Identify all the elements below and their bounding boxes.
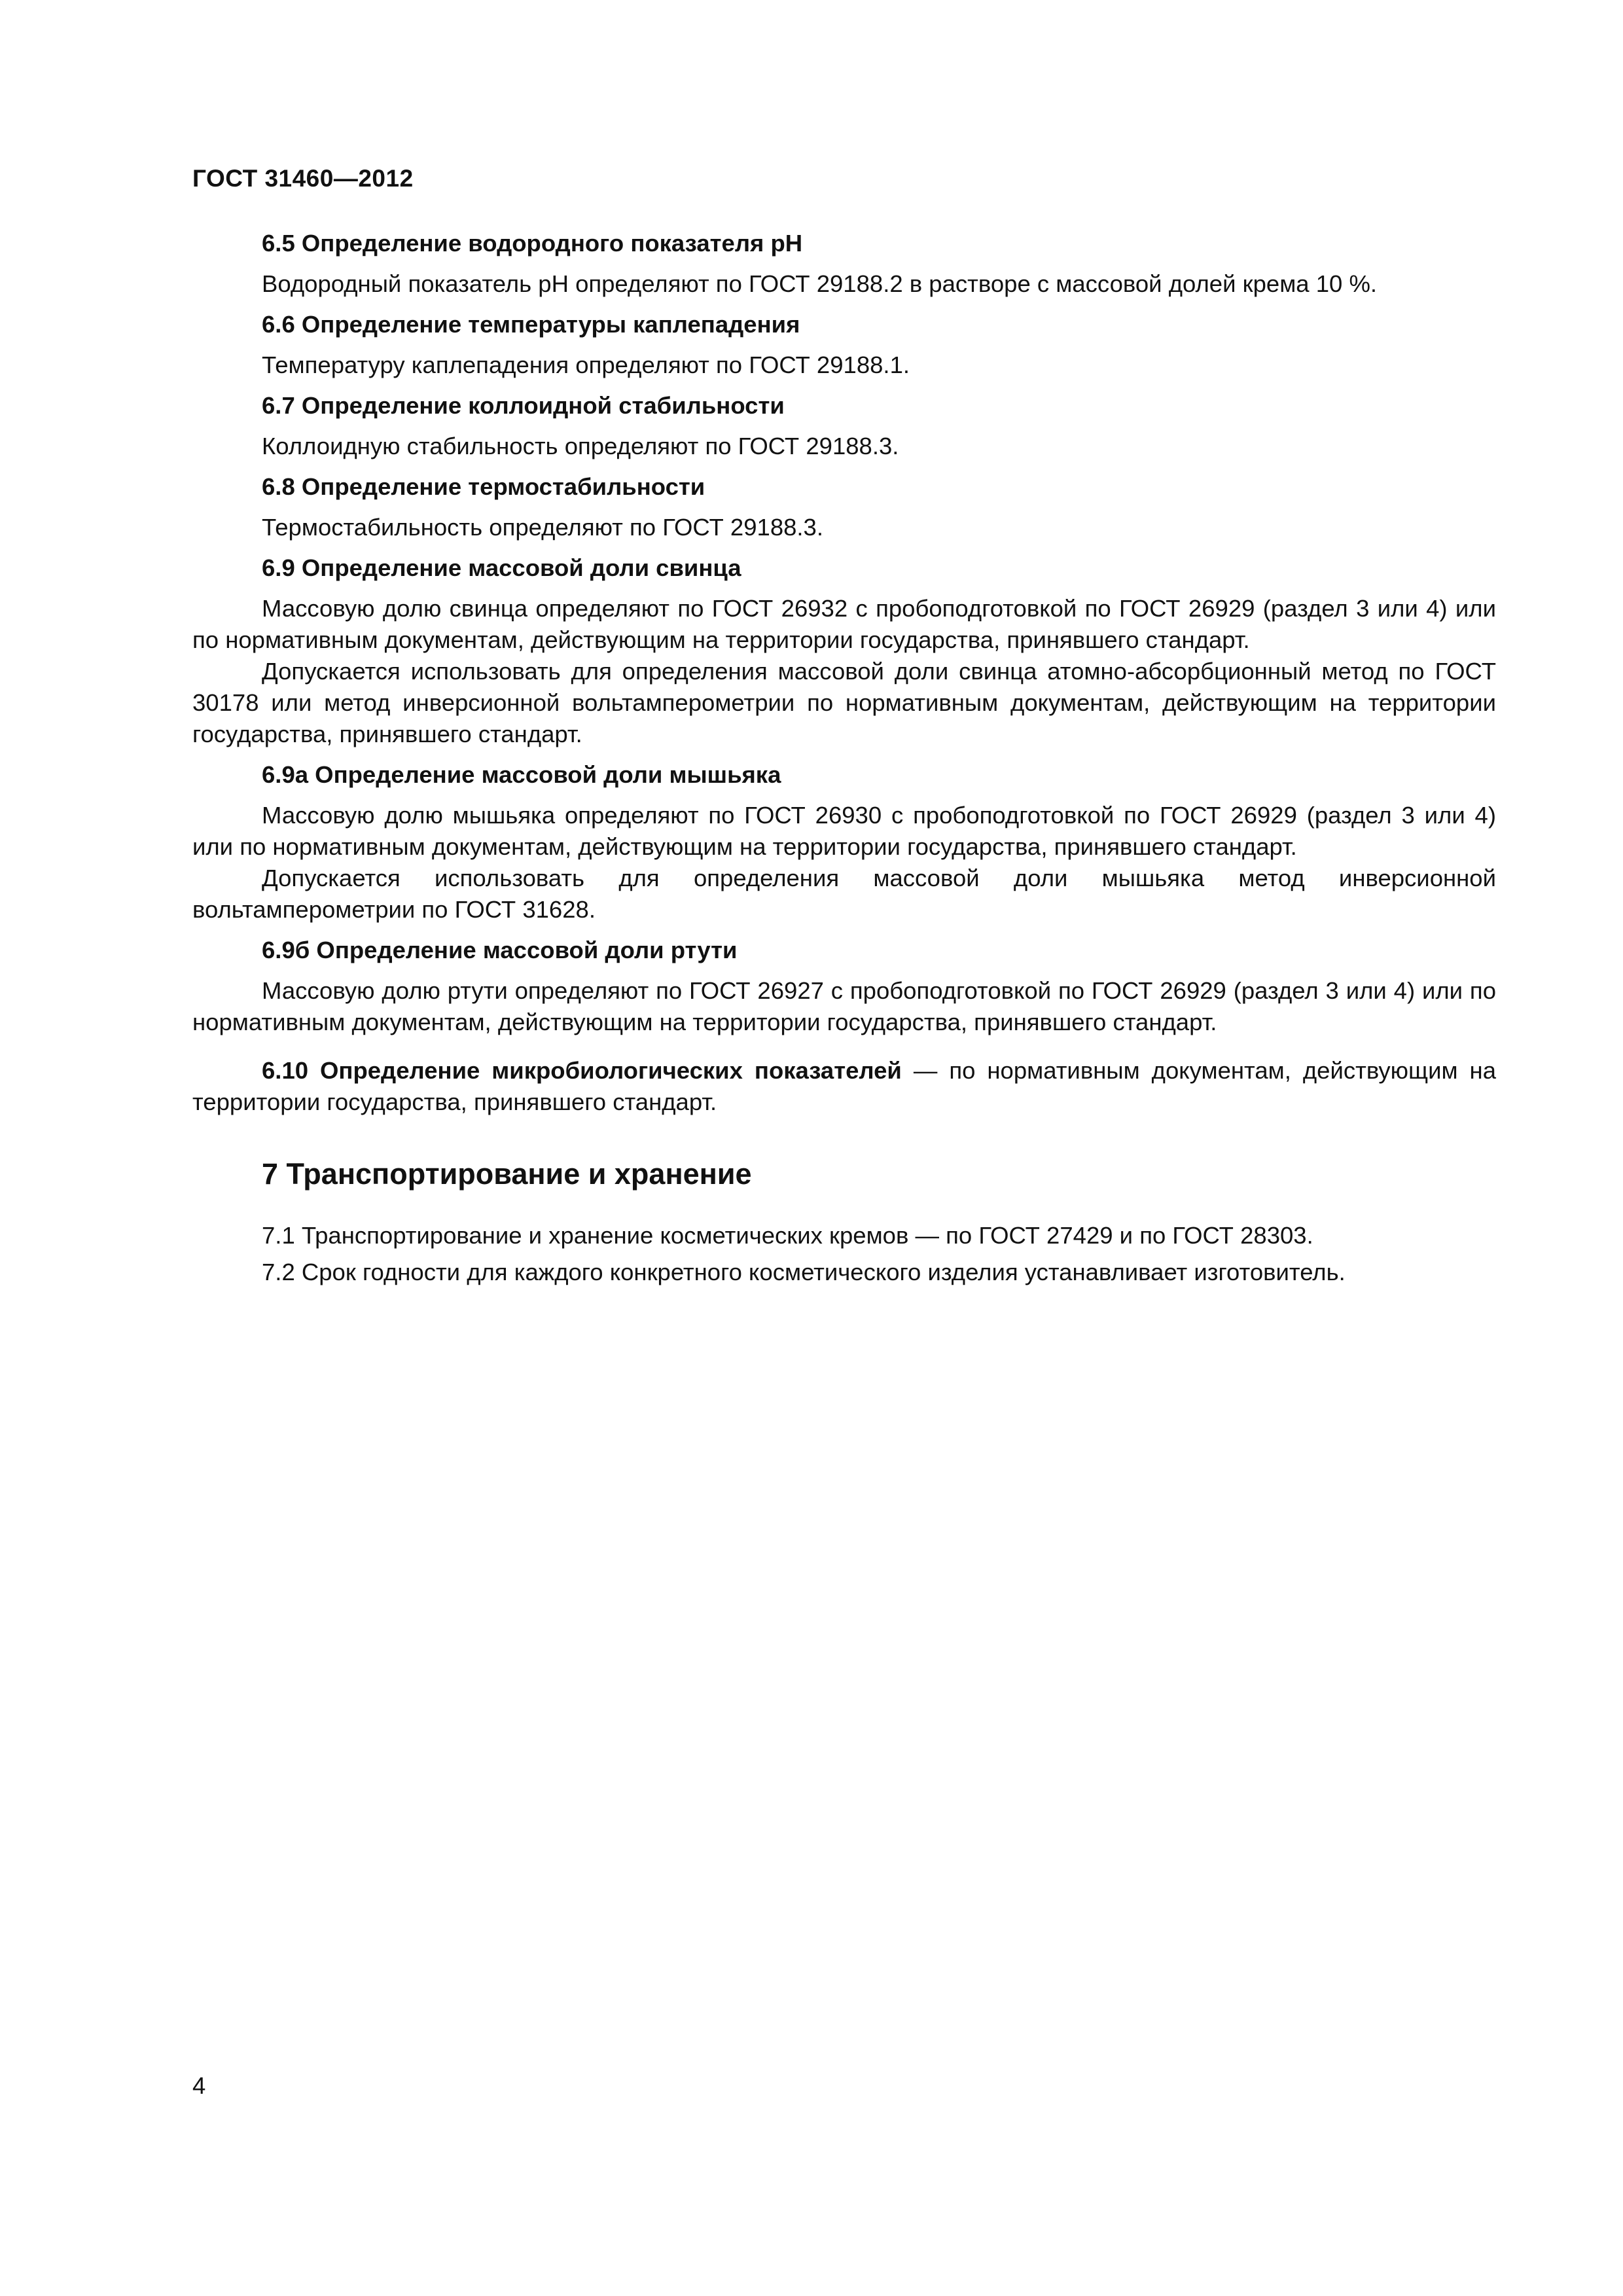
heading-6-10: 6.10 Определение микробиологических показателей [262,1057,902,1084]
paragraph-6-9a-1: Массовую долю мышьяка определяют по ГОСТ 26930 с пробоподготовкой по ГОСТ 26929 (раздел 3 или 4) или по нормативным документам, действующим на территории государства, принявшего стандарт. [192,802,1496,860]
heading-6-9a: 6.9а Определение массовой доли мышьяка [262,761,781,788]
page-body [192,228,1496,1288]
section-7-title: 7 Транспортирование и хранение [262,1157,752,1191]
heading-6-7: 6.7 Определение коллоидной стабильности [262,392,785,419]
document-code: ГОСТ 31460—2012 [192,165,414,192]
paragraph-6-9-1: Массовую долю свинца определяют по ГОСТ 26932 с пробоподготовкой по ГОСТ 26929 (раздел 3 или 4) или по нормативным документам, действующим на территории государства, принявшего стандарт. [192,595,1496,653]
paragraph-7-1: 7.1 Транспортирование и хранение косметических кремов — по ГОСТ 27429 и по ГОСТ 28303. [262,1222,1313,1249]
paragraph-6-10 [192,1055,1496,1118]
paragraph-6-7: Коллоидную стабильность определяют по ГОСТ 29188.3. [262,433,899,459]
heading-6-9: 6.9 Определение массовой доли свинца [262,554,741,581]
paragraph-6-9-2: Допускается использовать для определения массовой доли свинца атомно-абсорбционный метод по ГОСТ 30178 или метод инверсионной вольтамперометрии по нормативным документам, действующим на территории государства, принявшего стандарт. [192,658,1496,747]
heading-6-5: 6.5 Определение водородного показателя pH [262,230,803,257]
page-number: 4 [192,2072,206,2099]
paragraph-6-9a-2: Допускается использовать для определения массовой доли мышьяка метод инверсионной вольтамперометрии по ГОСТ 31628. [192,865,1496,923]
paragraph-6-8: Термостабильность определяют по ГОСТ 29188.3. [262,514,823,541]
text-6-10: — по нормативным документам, действующим на территории государства, принявшего стандарт. [192,1057,1496,1115]
paragraph-6-9b: Массовую долю ртути определяют по ГОСТ 26927 с пробоподготовкой по ГОСТ 26929 (раздел 3 или 4) или по нормативным документам, действующим на территории государства, принявшего стандарт. [192,977,1496,1035]
heading-6-6: 6.6 Определение температуры каплепадения [262,311,800,338]
paragraph-7-2: 7.2 Срок годности для каждого конкретного косметического изделия устанавливает изготовитель. [262,1259,1346,1285]
heading-6-8: 6.8 Определение термостабильности [262,473,705,500]
paragraph-6-5: Водородный показатель pH определяют по ГОСТ 29188.2 в растворе с массовой долей крема 10 %. [262,270,1378,297]
heading-6-9b: 6.9б Определение массовой доли ртути [262,937,738,963]
paragraph-6-6: Температуру каплепадения определяют по ГОСТ 29188.1. [262,351,910,378]
